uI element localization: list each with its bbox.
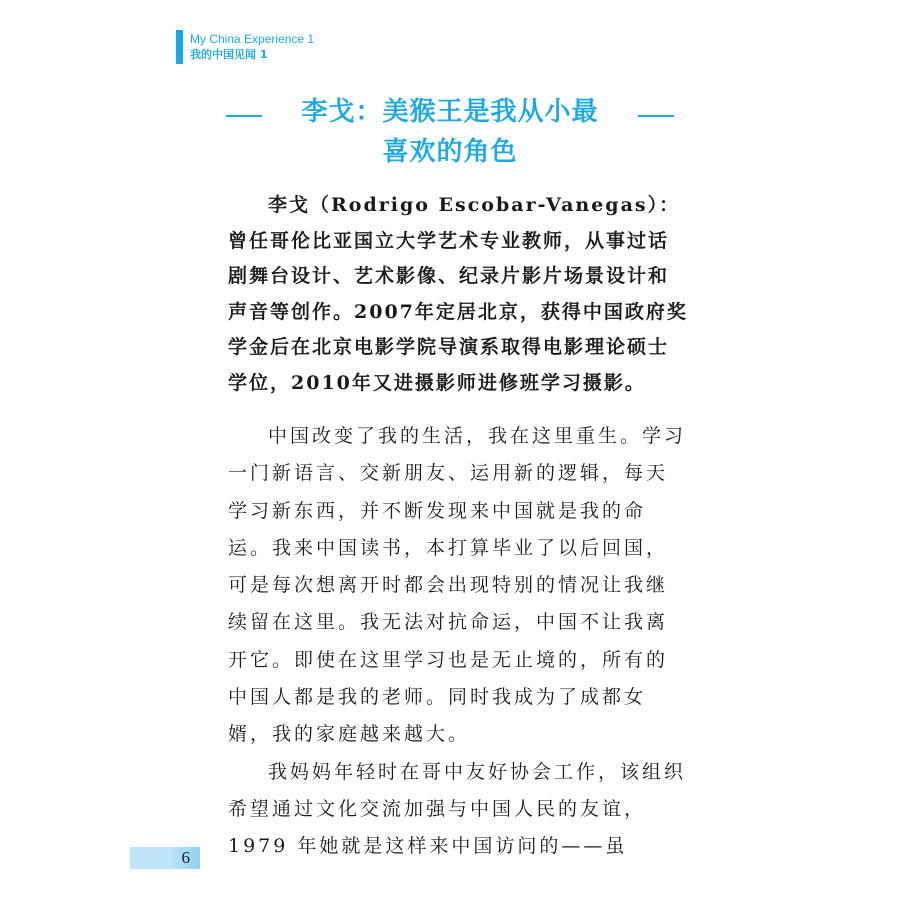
chapter-title (200, 92, 700, 172)
body-paragraph-1: 中国改变了我的生活，我在这里重生。学习一门新语言、交新朋友、运用新的逻辑，每天学习新东西，并不断发现来中国就是我的命运。我来中国读书，本打算毕业了以后回国，可是每次想离开时都会出现特别的情况让我继续留在这里。我无法对抗命运，中国不让我离开它。即使在这里学习也是无止境的，所有的中国人都是我的老师。同时我成为了成都女婿，我的家庭越来越大。 (228, 425, 687, 746)
chapter-title-line-1 (200, 92, 700, 132)
page-footer (130, 847, 200, 869)
running-header (176, 30, 314, 64)
body-text (228, 418, 688, 866)
header-accent-bar (176, 30, 183, 64)
header-text (190, 30, 314, 64)
chapter-title-text-2: 喜欢的角色 (382, 137, 518, 167)
chapter-title-line-2 (200, 132, 700, 172)
page-number: 6 (181, 848, 190, 867)
title-dash-right (638, 115, 674, 117)
author-bio: 李戈（Rodrigo Escobar-Vanegas）：曾任哥伦比亚国立大学艺术专业教师，从事过话剧舞台设计、艺术影像、纪录片影片场景设计和声音等创作。2007年定居北京，获得中国政府奖学金后在北京电影学院导演系取得电影理论硕士学位，2010年又进摄影师进修班学习摄影。 (228, 194, 688, 394)
book-title-zh: 我的中国见闻 1 (190, 48, 268, 61)
body-paragraph-2: 我妈妈年轻时在哥中友好协会工作，该组织希望通过文化交流加强与中国人民的友谊，1979 年她就是这样来中国访问的——虽 (228, 760, 687, 858)
chapter-title-text-1: 李戈：美猴王是我从小最 (301, 97, 599, 127)
book-title-en: My China Experience 1 (190, 32, 315, 46)
title-dash-left (226, 115, 262, 117)
